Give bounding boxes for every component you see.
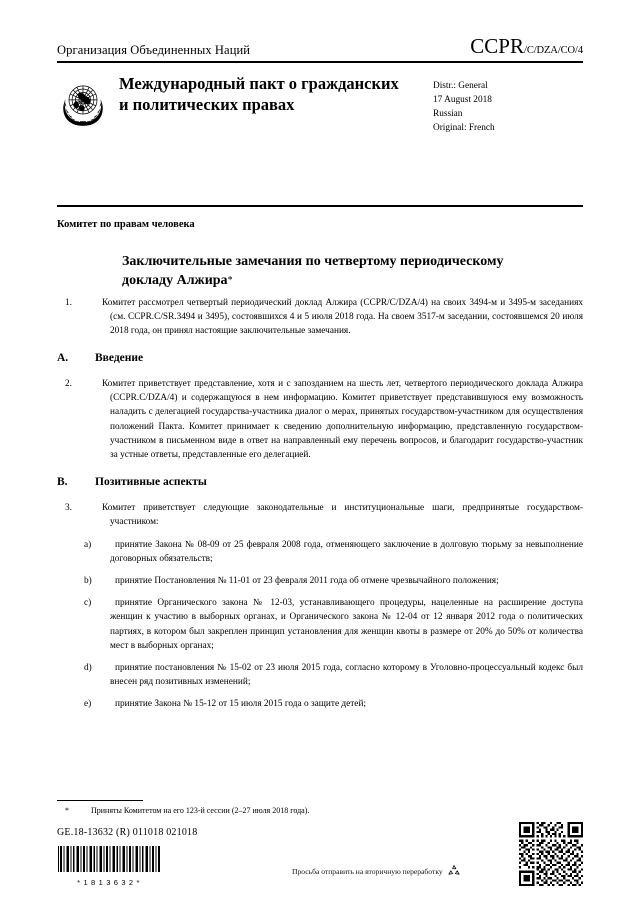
recycle-text: Просьба отправить на вторичную переработку: [292, 866, 443, 876]
section-heading-b: [57, 476, 583, 490]
document-content: [57, 296, 583, 719]
recycle-icon: [447, 864, 461, 878]
page-title-text: Заключительные замечания по четвертому периодическому докладу Алжира: [122, 254, 504, 288]
document-symbol: [470, 36, 583, 58]
footnote-divider: [57, 800, 143, 801]
section-letter: A.: [57, 352, 69, 365]
section-title: Введение: [95, 352, 144, 365]
document-symbol-suffix: /C/DZA/CO/4: [524, 45, 583, 56]
section-title: Позитивные аспекты: [95, 475, 207, 488]
barcode-digits: *1813632*: [77, 878, 143, 887]
paragraph-number: 3.: [65, 502, 72, 513]
list-item: [57, 697, 583, 711]
barcode: [57, 846, 163, 887]
footnote-marker: *: [65, 806, 69, 815]
list-item-text: принятие Закона № 15-12 от 15 июля 2015 года о защите детей;: [115, 699, 366, 710]
list-item-letter: a): [84, 539, 92, 550]
paragraph-text: Комитет приветствует представление, хотя и с запозданием на шесть лет, четвертого периодического доклада Алжира (CCPR.C/DZA/4) и содержащуюся в нем информацию. Комитет приветствует представившуюся ему возможность наладить с делегацией государства-участника диалог о мерах, принятых государством-участником для осуществления положений Пакта. Комитет принимает к сведению дополнительную информацию, представленную государством-участником в письменном виде в ответ на направленный ему перечень вопросов, и благодарит государство-участник за устные ответы, представленные его делегацией.: [102, 379, 583, 460]
instrument-title: Международный пакт о гражданских и политических правах: [119, 74, 399, 115]
list-item: [57, 661, 583, 689]
list-item-text: принятие постановления № 15-02 от 23 июля 2015 года, согласно которому в Уголовно-процессуальный кодекс был внесен ряд позитивных изменений;: [110, 662, 583, 687]
list-item-text: принятие Постановления № 11-01 от 23 февраля 2011 года об отмене чрезвычайного положения;: [115, 576, 499, 587]
masthead-divider: [57, 61, 583, 63]
distribution-date: 17 August 2018: [433, 95, 492, 106]
paragraph: [57, 377, 583, 462]
distribution-block: [433, 79, 583, 136]
un-emblem-icon: [57, 76, 109, 128]
paragraph-number: 1.: [65, 298, 72, 308]
distribution-original: Original: French: [433, 123, 495, 134]
footnote-area: [57, 800, 583, 816]
paragraph-text: Комитет рассмотрел четвертый периодический доклад Алжира (CCPR/C/DZA/4) на своих 3494-м и 3495-м заседаниях (см. CCPR.C/SR.3494 и 3495), состоявшихся 4 и 5 июля 2018 года. На своем 3517-м заседании, состоявшемся 20 июля 2018 года, он принял настоящие заключительные замечания.: [102, 298, 583, 337]
paragraph-text: Комитет приветствует следующие законодательные и институциональные шаги, предпринятые государством-участником:: [102, 502, 583, 527]
header-bottom-divider: [57, 205, 583, 207]
committee-name: Комитет по правам человека: [57, 219, 195, 230]
document-symbol-main: CCPR: [470, 34, 524, 58]
list-item-text: принятие Органического закона № 12-03, устанавливающего процедуры, нацеленные на расширение доступа женщин к участию в выборных органах, и Органического закона № 12-04 от 12 января 2012 года о политических партиях, в котором был закреплен принцип установления для женщин квоты в размере от 20% до 50% от количества мест в выборных органах;: [110, 598, 583, 651]
list-item: [57, 538, 583, 566]
paragraph: [57, 296, 583, 338]
list-item: [57, 596, 583, 653]
masthead-top-line: [57, 34, 583, 58]
list-item-letter: b): [84, 576, 92, 587]
footnote: [57, 805, 583, 816]
page-title: [122, 253, 542, 290]
qr-code-icon: [519, 822, 583, 886]
footnote-text: Приняты Комитетом на его 123-й сессии (2–27 июля 2018 года).: [91, 806, 310, 815]
barcode-bars-icon: [57, 846, 163, 872]
masthead: [57, 34, 583, 136]
distribution-type: Distr.: General: [433, 81, 488, 91]
list-item-text: принятие Закона № 08-09 от 25 февраля 2008 года, отменяющего заключение в долговую тюрьму за невыполнение договорных обязательств;: [110, 539, 583, 565]
section-letter: B.: [57, 475, 68, 488]
list-item-letter: d): [84, 662, 92, 673]
paragraph: [57, 501, 583, 529]
list-item-letter: c): [84, 598, 92, 609]
section-heading-a: [57, 352, 583, 366]
job-number: GE.18-13632 (R) 011018 021018: [57, 827, 198, 838]
paragraph-number: 2.: [65, 379, 72, 390]
distribution-language: Russian: [433, 109, 463, 120]
organization-name: Организация Объединенных Наций: [57, 42, 251, 57]
title-footnote-marker: *: [227, 274, 233, 286]
recycle-notice: [292, 864, 461, 878]
emblem-and-title: [57, 73, 409, 136]
masthead-body: [57, 73, 583, 136]
list-item: [57, 574, 583, 588]
list-item-letter: e): [84, 699, 92, 710]
